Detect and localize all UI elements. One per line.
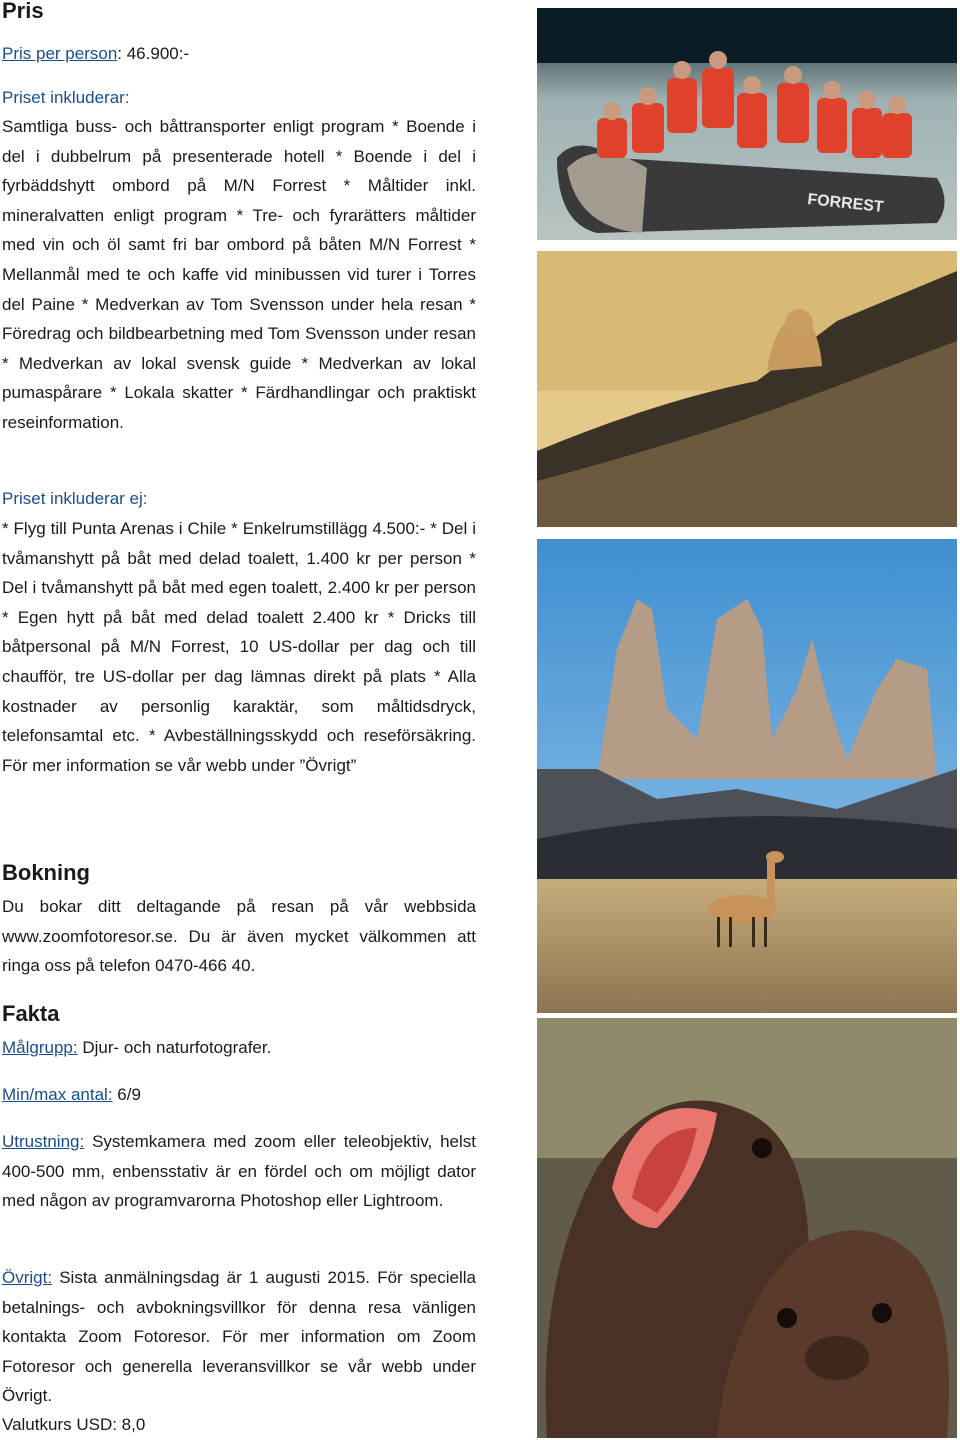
bokning-heading: Bokning: [2, 860, 90, 885]
malgrupp-value: Djur- och naturfotografer.: [77, 1038, 272, 1057]
pris-heading: Pris: [2, 0, 44, 23]
ovrigt-label: Övrigt:: [2, 1268, 53, 1287]
antal-line: [2, 1080, 141, 1110]
excluded-label: Priset inkluderar ej:: [2, 489, 148, 508]
ovrigt-text: [2, 1263, 476, 1411]
excluded-text: * Flyg till Punta Arenas i Chile * Enkelrumstillägg 4.500:- * Del i tvåmanshytt på båt med delad toalett, 1.400 kr per person * Del i tvåmanshytt på båt med egen toalett, 2.400 kr per person * Egen hytt på båt med delad toalett 2.400 kr * Dricks till båtpersonal på M/N Forrest, 10 US-dollar per dag och till chaufför, tre US-dollar per dag lämnas direkt på plats * Alla kostnader av personlig karaktär, som måltidsdryck, telefonsamtal etc. * Avbeställningsskydd och reseförsäkring. För mer information se vår webb under ”Övrigt”: [2, 519, 476, 775]
antal-value: 6/9: [112, 1085, 141, 1104]
ovrigt-value: Sista anmälningsdag är 1 augusti 2015. För speciella betalnings- och avbokningsvillkor för denna resa vänligen kontakta Zoom Fotoresor. För mer information om Zoom Fotoresor och generella leveransvillkor se vår webb under Övrigt.: [2, 1268, 476, 1406]
price-value: : 46.900:-: [117, 44, 190, 63]
sea-lions-photo: [537, 1018, 957, 1438]
malgrupp-line: [2, 1033, 271, 1063]
price-line: [2, 39, 189, 69]
boat-hull-text: FORREST: [806, 191, 885, 216]
bokning-text: Du bokar ditt deltagande på resan på vår webbsida www.zoomfotoresor.se. Du är även mycket välkommen att ringa oss på telefon 0470-466 40.: [2, 897, 476, 976]
boat-photo: [537, 8, 957, 240]
puma-photo: [537, 251, 957, 527]
price-label: Pris per person: [2, 44, 118, 63]
mountains-guanaco-photo: [537, 539, 957, 1013]
utrustning-label: Utrustning:: [2, 1132, 85, 1151]
malgrupp-label: Målgrupp:: [2, 1038, 78, 1057]
fakta-heading: Fakta: [2, 1001, 60, 1026]
included-label: Priset inkluderar:: [2, 88, 130, 107]
antal-label: Min/max antal:: [2, 1085, 113, 1104]
utrustning-value: Systemkamera med zoom eller teleobjektiv, helst 400-500 mm, enbensstativ är en fördel och om möjligt dator med någon av programvarorna Photoshop eller Lightroom.: [2, 1132, 476, 1211]
utrustning-text: [2, 1127, 476, 1216]
included-text: Samtliga buss- och båttransporter enligt program * Boende i del i dubbelrum på presenterade hotell * Boende i del i fyrbäddshytt ombord på M/N Forrest * Måltider inkl. mineralvatten enligt program * Tre- och fyrarätters måltider med vin och öl samt fri bar ombord på båten M/N Forrest * Mellanmål med te och kaffe vid minibussen vid turer i Torres del Paine * Medverkan av Tom Svensson under hela resan * Föredrag och bildbearbetning med Tom Svensson under resan * Medverkan av lokal svensk guide * Medverkan av lokal pumaspårare * Lokala skatter * Färdhandlingar och praktiskt reseinformation.: [2, 117, 476, 432]
valutakurs: Valutkurs USD: 8,0: [2, 1415, 146, 1434]
